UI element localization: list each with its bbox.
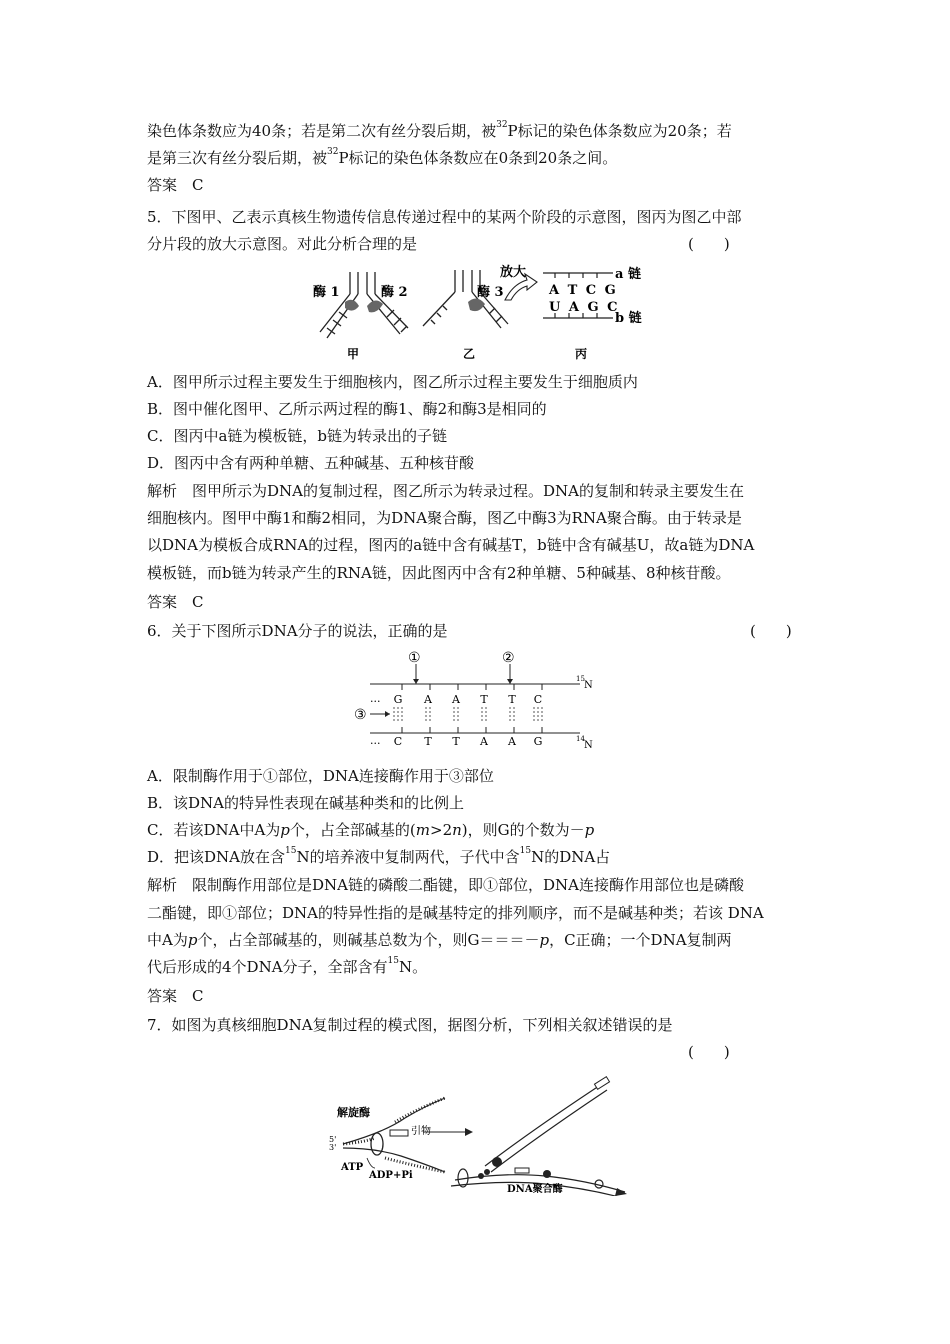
label-bing: 丙: [575, 347, 588, 361]
option-a: A．图甲所示过程主要发生于细胞核内，图乙所示过程主要发生于细胞质内: [147, 373, 638, 391]
label-primer: 引物: [411, 1126, 431, 1137]
isotope-15: 15: [576, 675, 585, 683]
text-line: 是第三次有丝分裂后期，被$^{32}$P标记的染色体条数应在0条到20条之间。: [147, 147, 618, 167]
enzyme-blob: [468, 298, 485, 311]
label-enzyme3: 酶 3: [477, 285, 504, 300]
option-c: C．若该DNA中A为p个，占全部碱基的(m>2n)，则G的个数为－p: [147, 821, 595, 839]
base-top-4: T: [508, 693, 516, 706]
explanation: 代后形成的4个DNA分子，全部含有$^{15}$N。: [147, 956, 428, 976]
marker-2: ②: [502, 650, 515, 666]
option-d: D．图丙中含有两种单糖、五种碱基、五种核苷酸: [147, 454, 475, 472]
answer: 答案 C: [147, 176, 204, 194]
marker-1: ①: [408, 650, 421, 666]
option-a: A．限制酶作用于①部位，DNA连接酶作用于③部位: [147, 767, 494, 785]
process-arrow: [465, 1128, 473, 1136]
marker-3: ③: [354, 707, 367, 723]
option-c: C．图丙中a链为模板链，b链为转录出的子链: [147, 427, 448, 445]
question-5-stem-cont: 分片段的放大示意图。对此分析合理的是: [147, 235, 418, 253]
label-enzyme1: 酶 1: [313, 285, 340, 300]
label-adp: ADP+Pi: [369, 1170, 413, 1181]
question-7-stem: 7．如图为真核细胞DNA复制过程的模式图，据图分析，下列相关叙述错误的是: [147, 1016, 673, 1034]
polymerase-dot: [492, 1157, 502, 1167]
figure-transcription: [305, 262, 655, 366]
question-5-stem: 5．下图甲、乙表示真核生物遗传信息传递过程中的某两个阶段的示意图，图丙为图乙中部: [147, 208, 742, 226]
label-b-chain: b 链: [615, 311, 642, 326]
label-enzyme2: 酶 2: [381, 285, 408, 300]
base-bottom-1: T: [424, 735, 432, 748]
label-3prime: 3': [329, 1143, 337, 1152]
explanation: 细胞核内。图甲中酶1和酶2相同，为DNA聚合酶，图乙中酶3为RNA聚合酶。由于转录是: [147, 509, 742, 527]
isotope-14: 14: [576, 735, 585, 743]
label-jia: 甲: [347, 347, 360, 361]
answer-blank: ( ): [750, 622, 792, 640]
explanation: 中A为p个，占全部碱基的，则碱基总数为个，则G＝＝＝－p，C正确；一个DNA复制两: [147, 931, 732, 949]
label-atp: ATP: [341, 1162, 364, 1173]
base-bottom-2: T: [452, 735, 460, 748]
isotope-n: N: [584, 680, 593, 691]
figure-jia: [320, 272, 408, 338]
base-bottom-5: G: [533, 735, 543, 748]
label-a-chain: a 链: [615, 267, 641, 282]
question-6-stem: 6．关于下图所示DNA分子的说法，正确的是: [147, 622, 448, 640]
explanation: 以DNA为模板合成RNA的过程，图丙的a链中含有碱基T，b链中含有碱基U，故a链为DNA: [147, 536, 755, 554]
answer: 答案 C: [147, 987, 204, 1005]
isotope-n: N: [584, 740, 593, 751]
dots-bottom: ···: [370, 737, 381, 750]
explanation: 解析 图甲所示为DNA的复制过程，图乙所示为转录过程。DNA的复制和转录主要发生在: [147, 482, 744, 500]
dots-top: ···: [370, 695, 381, 708]
base-top-1: A: [424, 693, 432, 706]
explanation: 解析 限制酶作用部位是DNA链的磷酸二酯键，即①部位，DNA连接酶作用部位也是磷酸: [147, 876, 744, 894]
option-b: B．图中催化图甲、乙所示两过程的酶1、酶2和酶3是相同的: [147, 400, 547, 418]
figure-dna-segment: [340, 648, 610, 752]
bases-bottom: U A G C: [549, 300, 620, 315]
figure-replication: [305, 1068, 635, 1196]
option-d: D．把该DNA放在含$^{15}$N的培养液中复制两代，子代中含$^{15}$N的DNA占: [147, 846, 611, 866]
base-top-5: C: [533, 693, 543, 706]
text-line: 染色体条数应为40条；若是第二次有丝分裂后期，被$^{32}$P标记的染色体条数应为20条；若: [147, 120, 732, 140]
label-helicase: 解旋酶: [337, 1106, 370, 1119]
base-top-3: T: [480, 693, 488, 706]
primer: [390, 1130, 408, 1136]
label-5prime: 5': [329, 1135, 337, 1144]
answer: 答案 C: [147, 593, 204, 611]
base-bottom-0: C: [393, 735, 403, 748]
label-yi: 乙: [463, 347, 476, 361]
base-bottom-4: A: [508, 735, 516, 748]
bases-top: A T C G: [549, 283, 618, 298]
answer-blank: ( ): [688, 235, 730, 253]
answer-blank: ( ): [688, 1043, 730, 1061]
label-polymerase: DNA聚合酶: [507, 1184, 563, 1195]
explanation: 二酯键，即①部位；DNA的特异性指的是碱基特定的排列顺序，而不是碱基种类；若该 DNA: [147, 904, 764, 922]
label-zoom: 放大: [500, 265, 527, 280]
base-top-0: G: [393, 693, 403, 706]
option-b: B．该DNA的特异性表现在碱基种类和的比例上: [147, 794, 465, 812]
enzyme-blob: [345, 300, 359, 311]
base-top-2: A: [452, 693, 460, 706]
base-bottom-3: A: [480, 735, 488, 748]
explanation: 模板链，而b链为转录产生的RNA链，因此图丙中含有2种单糖、5种碱基、8种核苷酸。: [147, 564, 731, 582]
